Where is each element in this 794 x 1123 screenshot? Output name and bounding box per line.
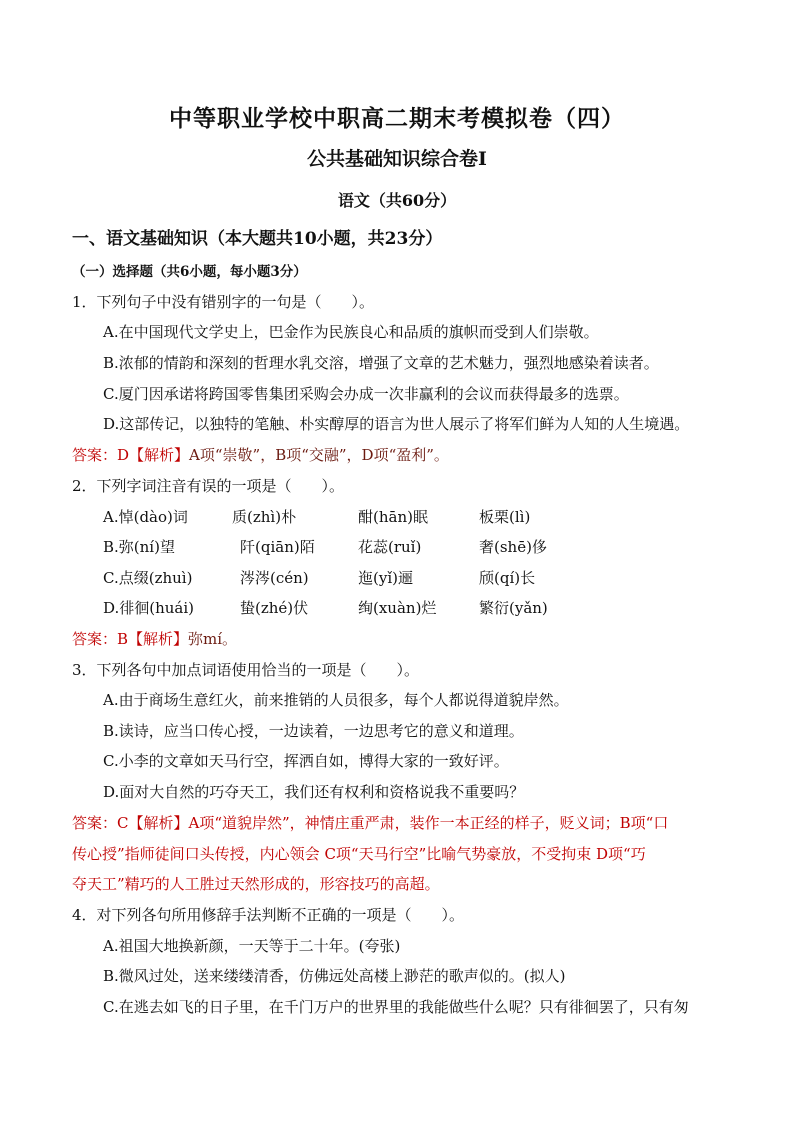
pinyin-cell: D.徘徊(huái): [103, 599, 195, 617]
question-4-option-a: A.祖国大地换新颜，一天等于二十年。(夸张): [103, 937, 401, 955]
pinyin-cell: 阡(qiān)陌: [240, 538, 315, 556]
question-1-option-d: D.这部传记，以独特的笔触、朴实醇厚的语言为世人展示了将军们鲜为人知的人生境遇。: [103, 415, 690, 433]
subject-heading: 语文（共60分）: [337, 191, 457, 210]
exam-title: 中等职业学校中职高二期末考模拟卷（四）: [169, 105, 625, 132]
question-3-option-b: B.读诗，应当口传心授，一边读着，一边思考它的意义和道理。: [103, 722, 524, 740]
question-1-option-b: B.浓郁的情韵和深刻的哲理水乳交溶，增强了文章的艺术魅力，强烈地感染着读者。: [103, 354, 659, 372]
question-3-stem: 3．下列各句中加点词语使用恰当的一项是（ ）。: [72, 661, 420, 679]
pinyin-cell: 蛰(zhé)伏: [240, 599, 309, 617]
answer-label: 答案：D【解析】: [72, 446, 190, 464]
question-2-stem: 2．下列字词注音有误的一项是（ ）。: [72, 477, 345, 495]
question-4-option-c: C.在逃去如飞的日子里，在千门万户的世界里的我能做些什么呢？只有徘徊罢了，只有匆: [103, 998, 689, 1016]
pinyin-cell: 奢(shē)侈: [479, 538, 547, 556]
answer-label: 答案：C【解析】: [72, 814, 189, 832]
question-1-option-c: C.厦门因承诺将跨国零售集团采购会办成一次非赢利的会议而获得最多的选票。: [103, 385, 629, 403]
pinyin-cell: 涔涔(cén): [240, 569, 309, 587]
question-3-answer-line-3: 夺天工”精巧的人工胜过天然形成的，形容技巧的高超。: [72, 875, 440, 893]
pinyin-cell: C.点缀(zhuì): [103, 569, 193, 587]
answer-label: 答案：B【解析】: [72, 630, 189, 648]
pinyin-cell: 绚(xuàn)烂: [358, 599, 437, 617]
section-heading: 一、语文基础知识（本大题共10小题，共23分）: [72, 229, 443, 249]
question-3-answer-line-2: 传心授”指师徒间口头传授，内心领会 C项“天马行空”比喻气势豪放，不受拘束 D项“巧: [72, 845, 646, 863]
question-1-stem: 1．下列句子中没有错别字的一句是（ ）。: [72, 293, 375, 311]
pinyin-cell: 颀(qí)长: [479, 569, 536, 587]
question-2-answer: [72, 629, 237, 649]
subsection-heading: （一）选择题（共6小题，每小题3分）: [72, 264, 307, 280]
question-3-answer: [72, 813, 668, 833]
pinyin-cell: 繁衍(yǎn): [479, 599, 548, 617]
pinyin-cell: A.悼(dào)词: [103, 508, 188, 526]
pinyin-cell: 酣(hān)眠: [358, 508, 428, 526]
pinyin-cell: 迤(yǐ)逦: [358, 569, 413, 587]
pinyin-cell: 质(zhì)朴: [232, 508, 297, 526]
question-3-option-d: D.面对大自然的巧夺天工，我们还有权利和资格说我不重要吗？: [103, 783, 525, 801]
question-1-answer: [72, 445, 449, 465]
pinyin-cell: 板栗(lì): [479, 508, 531, 526]
question-3-option-a: A.由于商场生意红火，前来推销的人员很多，每个人都说得道貌岸然。: [103, 691, 569, 709]
answer-explanation: 弥mí。: [188, 630, 238, 648]
question-4-option-b: B.微风过处，送来缕缕清香，仿佛远处高楼上渺茫的歌声似的。(拟人): [103, 967, 566, 985]
pinyin-cell: 花蕊(ruǐ): [358, 538, 422, 556]
pinyin-cell: B.弥(ní)望: [103, 538, 175, 556]
answer-explanation: A项“道貌岸然”，神情庄重严肃，装作一本正经的样子，贬义词；B项“口: [188, 814, 669, 832]
answer-explanation: A项“崇敬”，B项“交融”，D项“盈利”。: [189, 446, 449, 464]
question-1-option-a: A.在中国现代文学史上，巴金作为民族良心和品质的旗帜而受到人们崇敬。: [103, 323, 599, 341]
question-3-option-c: C.小李的文章如天马行空，挥洒自如，博得大家的一致好评。: [103, 752, 509, 770]
exam-subtitle: 公共基础知识综合卷Ⅰ: [307, 148, 487, 170]
question-4-stem: 4．对下列各句所用修辞手法判断不正确的一项是（ ）。: [72, 906, 465, 924]
